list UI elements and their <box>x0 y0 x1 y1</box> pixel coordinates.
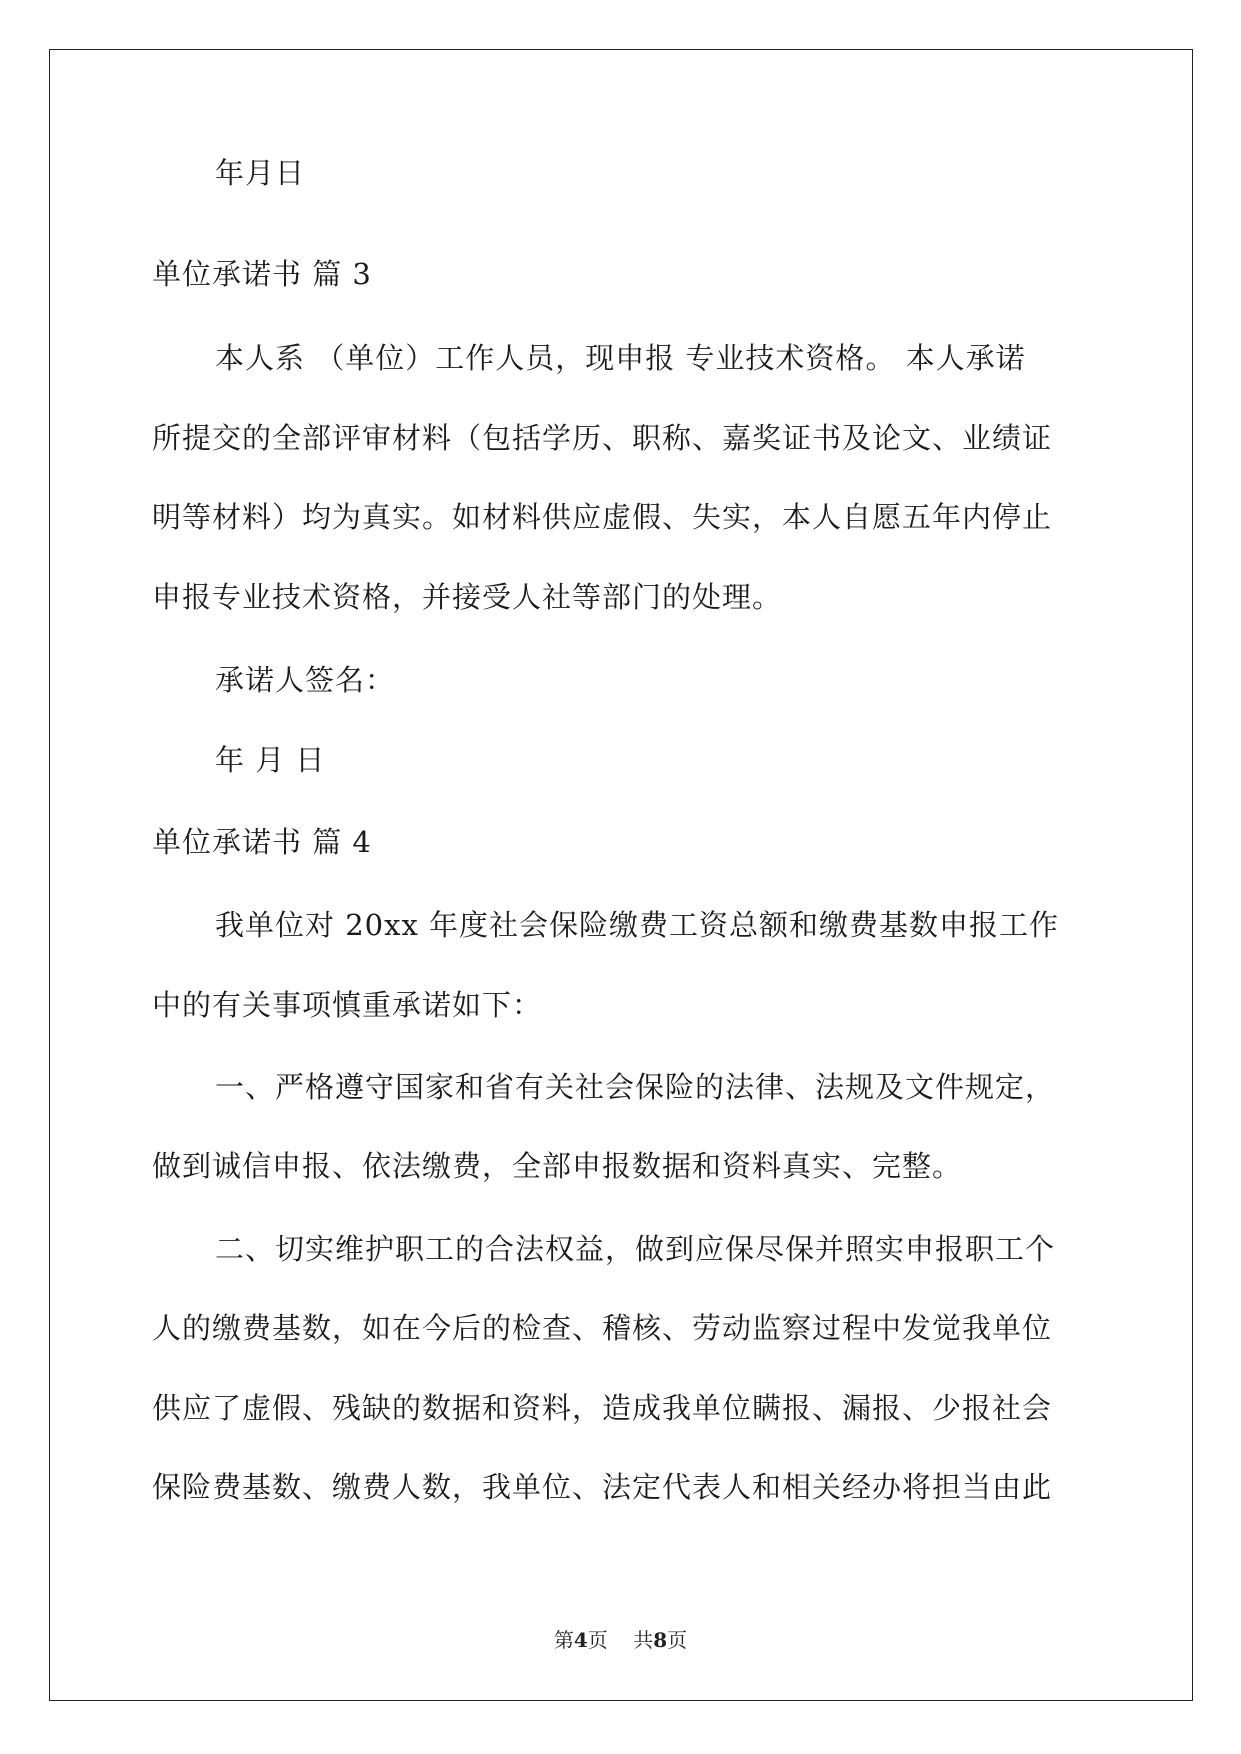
date-line-1: 年月日 <box>215 156 306 190</box>
paragraph-line: 人的缴费基数，如在今后的检查、稽核、劳动监察过程中发觉我单位 <box>152 1311 1053 1345</box>
page-border <box>49 49 1193 1701</box>
paragraph-line: 供应了虚假、残缺的数据和资料，造成我单位瞒报、漏报、少报社会 <box>152 1391 1053 1425</box>
paragraph-line: 本人系 （单位）工作人员，现申报 专业技术资格。 本人承诺 <box>215 341 1026 375</box>
paragraph-line: 保险费基数、缴费人数，我单位、法定代表人和相关经办将担当由此 <box>152 1470 1053 1504</box>
current-page-number: 4 <box>573 1628 588 1652</box>
section-heading-4: 单位承诺书 篇 4 <box>152 825 372 859</box>
footer-suffix: 页 <box>667 1628 688 1652</box>
signature-line: 承诺人签名： <box>215 663 396 697</box>
footer-middle: 页 共 <box>587 1628 654 1652</box>
paragraph-line: 明等材料）均为真实。如材料供应虚假、失实，本人自愿五年内停止 <box>152 500 1053 534</box>
total-page-number: 8 <box>653 1628 668 1652</box>
footer-prefix: 第 <box>553 1628 574 1652</box>
section-heading-3: 单位承诺书 篇 3 <box>152 257 372 291</box>
paragraph-line: 所提交的全部评审材料（包括学历、职称、嘉奖证书及论文、业绩证 <box>152 421 1053 455</box>
date-line-2: 年 月 日 <box>215 743 326 777</box>
paragraph-line: 我单位对 20xx 年度社会保险缴费工资总额和缴费基数申报工作 <box>215 908 1060 942</box>
paragraph-line: 申报专业技术资格，并接受人社等部门的处理。 <box>152 580 783 614</box>
paragraph-line: 一、严格遵守国家和省有关社会保险的法律、法规及文件规定， <box>215 1070 1056 1104</box>
paragraph-line: 二、切实维护职工的合法权益，做到应保尽保并照实申报职工个 <box>215 1232 1056 1266</box>
paragraph-line: 做到诚信申报、依法缴费，全部申报数据和资料真实、完整。 <box>152 1149 963 1183</box>
page-footer <box>0 1627 1241 1653</box>
paragraph-line: 中的有关事项慎重承诺如下： <box>152 988 543 1022</box>
